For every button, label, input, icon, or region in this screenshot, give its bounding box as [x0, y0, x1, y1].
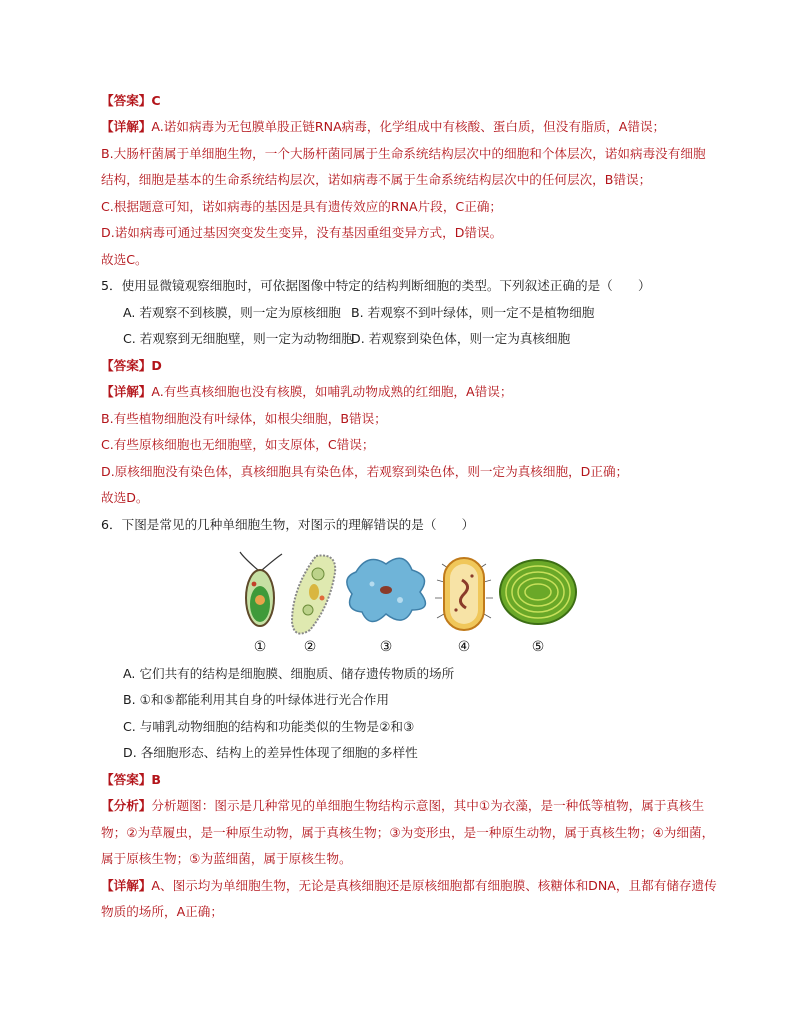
q6-stem: 6．下图是常见的几种单细胞生物，对图示的理解错误的是（ ） — [101, 517, 475, 532]
q4-detail-line-1 — [101, 117, 665, 137]
detail-tag: 【详解】 — [101, 119, 152, 134]
figure-label-3: ③ — [379, 639, 393, 655]
q6-answer-line — [101, 770, 161, 790]
detail-tag: 【详解】 — [101, 384, 152, 399]
q4-answer-line — [101, 91, 161, 111]
q4-detail-line-2: B.大肠杆菌属于单细胞生物，一个大肠杆菌同属于生命系统结构层次中的细胞和个体层次，诺如病毒没有细胞 — [101, 146, 706, 161]
q5-option-a: A. 若观察不到核膜，则一定为原核细胞 — [123, 305, 341, 320]
answer-tag: 【答案】 — [101, 772, 152, 787]
q5-option-b: B. 若观察不到叶绿体，则一定不是植物细胞 — [351, 305, 595, 320]
organisms-illustration — [236, 548, 586, 638]
q4-detail-line-3: 结构，细胞是基本的生命系统结构层次，诺如病毒不属于生命系统结构层次中的任何层次，B错误； — [101, 172, 652, 187]
chlamydomonas-drawing — [240, 552, 282, 626]
q5-detail-line-3: C.有些原核细胞也无细胞壁，如支原体，C错误； — [101, 437, 375, 452]
detail-text: A、图示均为单细胞生物，无论是真核细胞还是原核细胞都有细胞膜、核糖体和DNA，且都有储存遗传 — [151, 878, 717, 893]
detail-text: A.诺如病毒为无包膜单股正链RNA病毒，化学组成中有核酸、蛋白质，但没有脂质，A错误； — [151, 119, 666, 134]
q4-detail-line-4: C.根据题意可知，诺如病毒的基因是具有遗传效应的RNA片段，C正确； — [101, 199, 503, 214]
figure-label-2: ② — [303, 639, 317, 655]
answer-value: D — [151, 358, 162, 373]
detail-tag: 【详解】 — [101, 878, 152, 893]
q4-conclusion: 故选C。 — [101, 252, 148, 267]
q6-analysis-line-1 — [101, 796, 704, 816]
answer-tag: 【答案】 — [101, 358, 152, 373]
cyanobacterium-drawing — [500, 560, 576, 624]
single-cell-organisms-figure — [236, 548, 586, 656]
q5-detail-line-4: D.原核细胞没有染色体，真核细胞具有染色体，若观察到染色体，则一定为真核细胞，D正确； — [101, 464, 629, 479]
q6-option-b: B. ①和⑤都能利用其自身的叶绿体进行光合作用 — [123, 692, 389, 707]
q4-detail-line-5: D.诺如病毒可通过基因突变发生变异，没有基因重组变异方式，D错误。 — [101, 225, 503, 240]
q5-option-d: D. 若观察到染色体，则一定为真核细胞 — [351, 331, 571, 346]
q6-option-c: C. 与哺乳动物细胞的结构和功能类似的生物是②和③ — [123, 719, 415, 734]
detail-text: A.有些真核细胞也没有核膜，如哺乳动物成熟的红细胞，A错误； — [151, 384, 513, 399]
q5-conclusion: 故选D。 — [101, 490, 149, 505]
q5-option-c: C. 若观察到无细胞壁，则一定为动物细胞 — [123, 331, 354, 346]
figure-label-1: ① — [253, 639, 267, 655]
answer-tag: 【答案】 — [101, 93, 152, 108]
answer-value: B — [151, 772, 161, 787]
q6-detail-line-1 — [101, 876, 717, 896]
q6-analysis-line-3: 属于原核生物；⑤为蓝细菌，属于原核生物。 — [101, 851, 352, 866]
q5-detail-line-1 — [101, 382, 512, 402]
amoeba-drawing — [347, 558, 426, 621]
q5-answer-line — [101, 356, 162, 376]
q6-detail-line-2: 物质的场所，A正确； — [101, 904, 223, 919]
figure-label-4: ④ — [457, 639, 471, 655]
q5-detail-line-2: B.有些植物细胞没有叶绿体，如根尖细胞，B错误； — [101, 411, 387, 426]
q5-stem: 5．使用显微镜观察细胞时，可依据图像中特定的结构判断细胞的类型。下列叙述正确的是（ ） — [101, 278, 651, 293]
analysis-text: 分析题图：图示是几种常见的单细胞生物结构示意图，其中①为衣藻，是一种低等植物，属于真核生 — [151, 798, 705, 813]
answer-value: C — [151, 93, 161, 108]
figure-label-5: ⑤ — [531, 639, 545, 655]
q6-analysis-line-2: 物；②为草履虫，是一种原生动物，属于真核生物；③为变形虫，是一种原生动物，属于真核生物；④为细菌， — [101, 825, 715, 840]
paramecium-drawing — [292, 555, 335, 633]
bacterium-drawing — [435, 558, 493, 630]
q6-option-d: D. 各细胞形态、结构上的差异性体现了细胞的多样性 — [123, 745, 418, 760]
q6-option-a: A. 它们共有的结构是细胞膜、细胞质、储存遗传物质的场所 — [123, 666, 455, 681]
analysis-tag: 【分析】 — [101, 798, 152, 813]
